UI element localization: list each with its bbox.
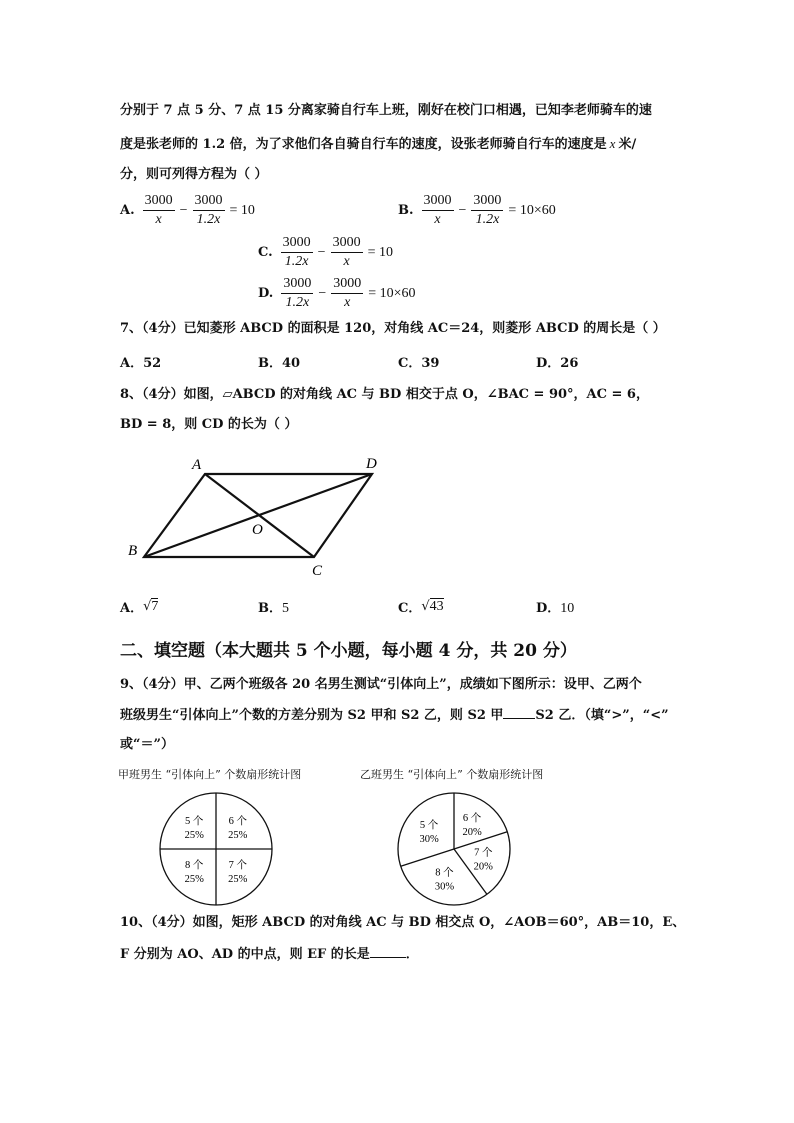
fraction: $\frac{3000}{x}$ xyxy=(144,193,173,227)
fraction: $\frac{3000}{x}$ xyxy=(333,276,362,310)
point-label-d: D xyxy=(366,456,377,472)
q10-text-line1: 10、（4分）如图，矩形 ABCD 的对角线 AC 与 BD 相交点 O，∠AOB＝60°，AB＝10，E、 xyxy=(120,915,686,930)
pie-slice-boundary xyxy=(401,849,454,866)
var-x: x xyxy=(609,136,616,151)
parallelogram-figure xyxy=(110,448,400,583)
q7-option-a[interactable]: A．52 xyxy=(120,356,162,371)
q6-text-line1: 分别于 7 点 5 分、7 点 15 分离家骑自行车上班，刚好在校门口相遇，已知李老师骑车的速 xyxy=(120,103,652,118)
q6-option-b[interactable]: B. $\frac{3000}{x}$ − $\frac{3000}{1.2x}$ = 10×60 xyxy=(398,193,556,227)
chart-left-title: 甲班男生 “引体向上” 个数扇形统计图 xyxy=(118,768,302,781)
point-label-c: C xyxy=(312,563,323,579)
pie-slice-name: 5 个 xyxy=(185,816,204,828)
q6-text-line2: 度是张老师的 1.2 倍，为了求他们各自骑自行车的速度，设张老师骑自行车的速度是 x 米/ xyxy=(120,136,637,152)
q7-option-b[interactable]: B．40 xyxy=(258,356,301,371)
q9-text-line2: 班级男生“引体向上”个数的方差分别为 S2 甲和 S2 乙，则 S2 甲 S2 乙．（填“>”，“<” xyxy=(120,708,669,723)
pie-slice-percent: 30% xyxy=(419,833,439,845)
pie-slice-percent: 25% xyxy=(228,830,248,842)
q6-option-a[interactable]: A. $\frac{3000}{x}$ − $\frac{3000}{1.2x}$ = 10 xyxy=(120,193,255,227)
q8-option-c[interactable]: C． √ 43 xyxy=(398,599,444,616)
answer-blank[interactable] xyxy=(503,706,535,719)
q10-text-line2: F 分别为 AO、AD 的中点，则 EF 的长是 ． xyxy=(120,947,419,962)
fraction: $\frac{3000}{1.2x}$ xyxy=(194,193,223,227)
section-heading-fill-in: 二、填空题（本大题共 5 个小题，每小题 4 分，共 20 分） xyxy=(120,641,577,661)
fraction: $\frac{3000}{x}$ xyxy=(332,235,361,269)
q6-text-line3: 分，则可列得方程为（ ） xyxy=(120,167,268,182)
pie-slice-name: 7 个 xyxy=(474,847,493,859)
pie-chart-left xyxy=(157,790,275,908)
q8-text-line1: 8、（4分）如图，▱ABCD 的对角线 AC 与 BD 相交于点 O，∠BAC = 90°，AC = 6， xyxy=(120,387,649,402)
fraction: $\frac{3000}{1.2x}$ xyxy=(282,235,311,269)
pie-slice-name: 6 个 xyxy=(228,816,247,828)
pie-slice-percent: 20% xyxy=(473,861,493,873)
q8-text-line2: BD = 8，则 CD 的长为（ ） xyxy=(120,417,298,432)
pie-slice-percent: 30% xyxy=(434,881,455,893)
q7-option-d[interactable]: D．26 xyxy=(536,356,579,371)
q9-text-line3: 或“＝”） xyxy=(120,737,174,752)
pie-slice-name: 8 个 xyxy=(185,859,204,871)
fraction: $\frac{3000}{1.2x}$ xyxy=(283,276,312,310)
q8-option-b[interactable]: B．5 xyxy=(258,601,289,616)
q7-text: 7、（4分）已知菱形 ABCD 的面积是 120，对角线 AC＝24，则菱形 ABCD 的周长是（ ） xyxy=(120,321,666,336)
point-label-b: B xyxy=(128,543,138,559)
chart-right-title: 乙班男生 “引体向上” 个数扇形统计图 xyxy=(360,768,544,781)
diagonal-bd xyxy=(144,474,372,557)
fraction: $\frac{3000}{x}$ xyxy=(423,193,452,227)
pie-slice-percent: 25% xyxy=(184,830,204,842)
q6-option-d[interactable]: D. $\frac{3000}{1.2x}$ − $\frac{3000}{x}$ = 10×60 xyxy=(258,276,416,310)
pie-slice-percent: 25% xyxy=(228,873,248,885)
q9-text-line1: 9、（4分）甲、乙两个班级各 20 名男生测试“引体向上”，成绩如下图所示：设甲、乙两个 xyxy=(120,677,642,692)
answer-blank[interactable] xyxy=(370,945,406,958)
pie-slice-name: 8 个 xyxy=(435,867,454,879)
q6-option-c[interactable]: C. $\frac{3000}{1.2x}$ − $\frac{3000}{x}$ = 10 xyxy=(258,235,393,269)
q8-option-d[interactable]: D．10 xyxy=(536,601,575,616)
pie-slice-percent: 25% xyxy=(184,873,204,885)
point-label-o: O xyxy=(252,522,263,538)
sqrt-symbol: √ xyxy=(143,599,152,614)
fraction: $\frac{3000}{1.2x}$ xyxy=(473,193,502,227)
q8-option-a[interactable]: A． √ 7 xyxy=(120,599,159,616)
q7-option-c[interactable]: C．39 xyxy=(398,356,440,371)
pie-chart-right xyxy=(395,790,513,908)
pie-slice-name: 6 个 xyxy=(462,813,482,825)
point-label-a: A xyxy=(192,457,202,473)
pie-slice-name: 5 个 xyxy=(419,819,439,831)
sqrt-symbol: √ xyxy=(421,599,430,614)
pie-slice-name: 7 个 xyxy=(228,859,247,871)
pie-slice-percent: 20% xyxy=(462,827,482,839)
